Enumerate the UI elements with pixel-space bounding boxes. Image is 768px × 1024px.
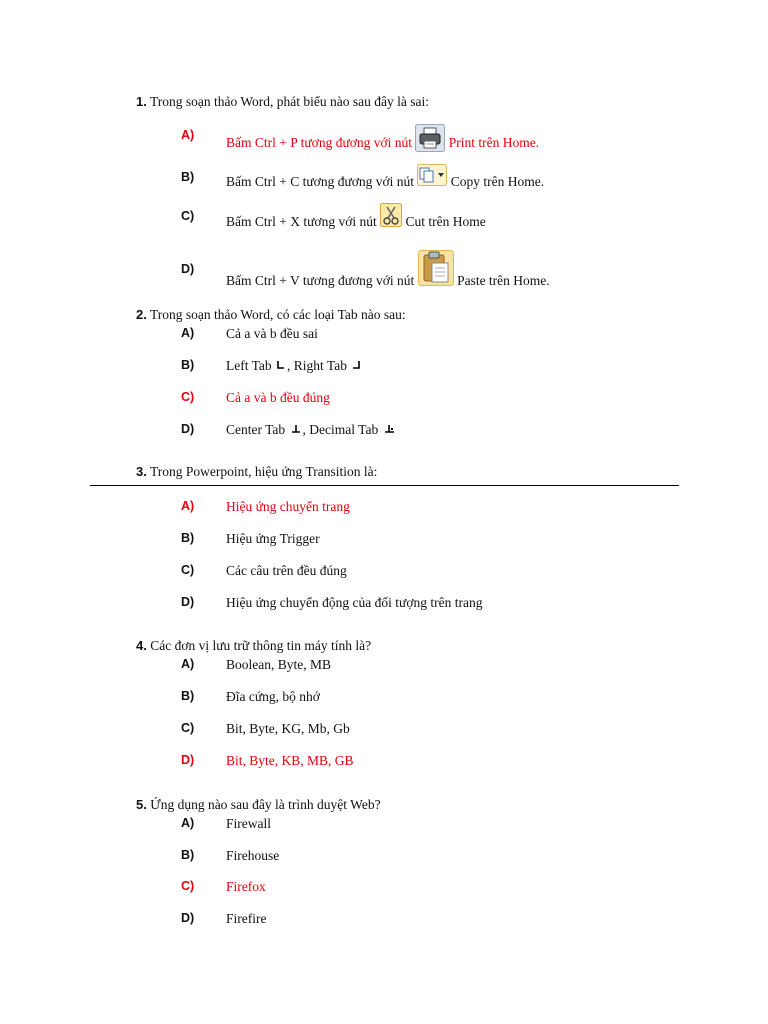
scissors-icon [380,203,402,231]
option-letter: D) [181,753,195,767]
option-text: Hiệu ứng chuyển động của đối tượng trên trang [226,595,483,610]
option-letter: B) [181,358,195,372]
option-letter: C) [181,721,195,735]
option-letter: C) [181,879,195,893]
question-number: 4. [136,638,147,653]
option-text: Firehouse [226,848,280,863]
option-text-suffix: , Right Tab [287,358,347,373]
option-letter: C) [181,390,195,404]
horizontal-divider [90,485,679,486]
option-letter: B) [181,848,195,862]
left-tab-icon [277,358,285,374]
option-text: Boolean, Byte, MB [226,657,331,672]
option-letter: B) [181,689,195,703]
question-text: Trong soạn thảo Word, phát biểu nào sau đây là sai: [149,94,429,109]
question-text: Trong Powerpoint, hiệu ứng Transition là: [149,464,378,479]
option-letter: A) [181,128,195,142]
question-number: 2. [136,307,147,322]
option-letter: D) [181,911,195,925]
option-text: Cả a và b đều sai [226,326,318,341]
question-text: Ứng dụng nào sau đây là trình duyệt Web? [150,797,381,812]
question-5 [136,797,381,813]
option-text: Left Tab [226,358,272,373]
option-text: Hiệu ứng chuyển trang [226,499,350,514]
option-letter: B) [181,170,195,184]
option-text-suffix: Print trên Home. [448,135,540,151]
option-letter: A) [181,816,195,830]
option-text-suffix: Cut trên Home [405,214,486,230]
center-tab-icon [291,422,301,438]
copy-icon [417,164,447,190]
option-letter: D) [181,262,195,276]
question-text: Các đơn vị lưu trữ thông tin máy tính là? [150,638,372,653]
option-text-suffix: Copy trên Home. [450,174,545,190]
option-text: Bit, Byte, KB, MB, GB [226,753,354,768]
option-letter: D) [181,595,195,609]
option-text: Bấm Ctrl + C tương đương với nút [226,174,415,190]
question-2 [136,307,406,323]
option-letter: C) [181,563,195,577]
option-text: Center Tab [226,422,286,437]
print-icon [415,124,445,156]
option-letter: B) [181,531,195,545]
question-number: 1. [136,94,147,109]
option-text: Bit, Byte, KG, Mb, Gb [226,721,350,736]
option-text: Cả a và b đều đúng [226,390,330,405]
option-text: Bấm Ctrl + P tương đương với nút [226,135,413,151]
option-text: Hiệu ứng Trigger [226,531,320,546]
option-text: Đĩa cứng, bộ nhớ [226,689,320,704]
option-letter: A) [181,499,195,513]
question-3 [136,464,377,480]
option-text: Firefox [226,879,266,894]
question-1 [136,94,429,110]
option-text: Bấm Ctrl + X tương với nút [226,214,377,230]
question-number: 5. [136,797,147,812]
option-text: Bấm Ctrl + V tương đương với nút [226,273,415,289]
option-text: Firewall [226,816,271,831]
option-letter: C) [181,209,195,223]
option-letter: D) [181,422,195,436]
right-tab-icon [352,358,360,374]
option-text-suffix: Paste trên Home. [457,273,550,289]
question-4 [136,638,371,654]
paste-icon [418,250,454,290]
option-letter: A) [181,657,195,671]
option-text-suffix: , Decimal Tab [302,422,379,437]
question-text: Trong soạn thảo Word, có các loại Tab nào sau: [149,307,406,322]
question-number: 3. [136,464,147,479]
option-text: Firefire [226,911,267,926]
decimal-tab-icon [384,422,395,438]
option-letter: A) [181,326,195,340]
option-text: Các câu trên đều đúng [226,563,347,578]
